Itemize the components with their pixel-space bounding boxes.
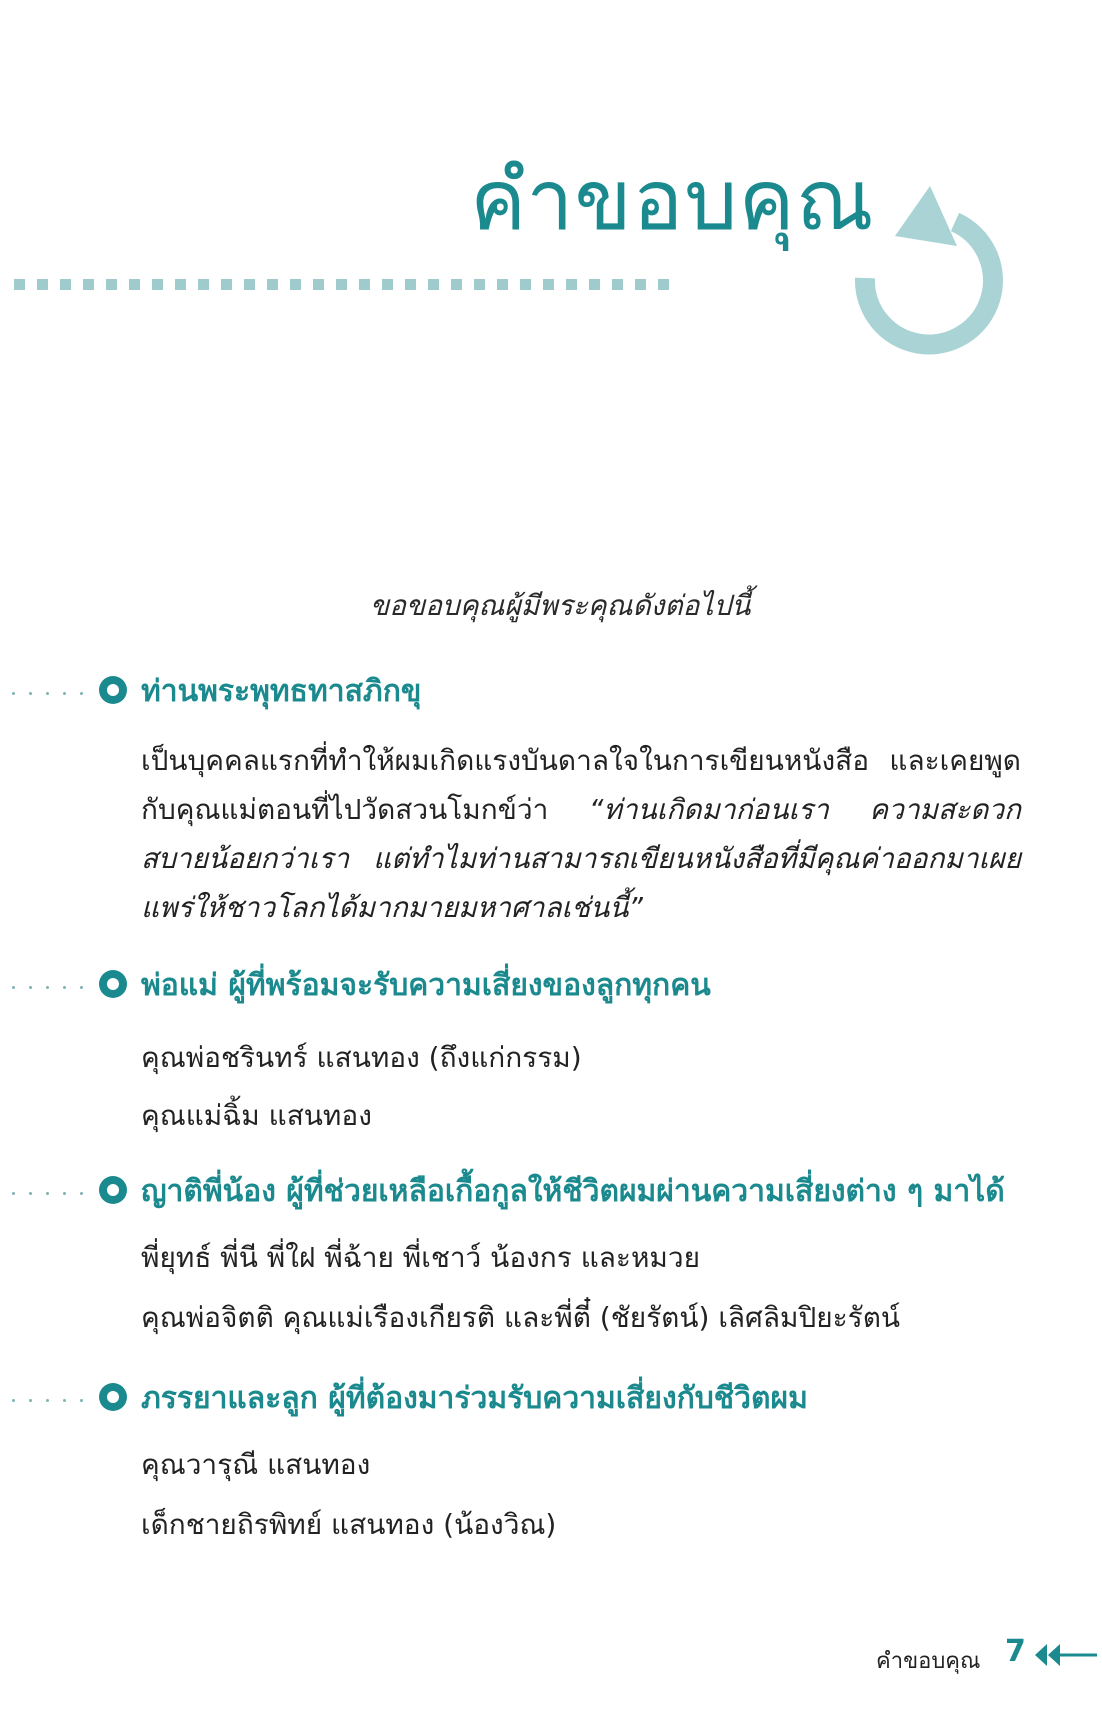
section-title: ญาติพี่น้อง ผู้ที่ช่วยเหลือเกื้อกูลให้ชีวิตผมผ่านความเสี่ยงต่าง ๆ มาได้: [141, 1174, 1005, 1209]
rule-dot: [497, 279, 508, 290]
rule-dot: [290, 279, 301, 290]
rule-dot: [589, 279, 600, 290]
rule-dot: [244, 279, 255, 290]
paragraph-text: เป็นบุคคลแรกที่ทำให้ผมเกิดแรงบันดาลใจในการเขียนหนังสือ และเคยพูดกับคุณแม่ตอนที่ไปวัดสวนโมกข์ว่า: [141, 744, 1021, 826]
rule-dot: [175, 279, 186, 290]
page-title: คำขอบคุณ: [470, 151, 875, 249]
rule-dot: [152, 279, 163, 290]
section-family: [0, 1373, 1102, 1541]
ring-bullet-icon: [99, 676, 127, 704]
list-item: พี่ยุทธ์ พี่นี พี่ใฝ พี่ฉ้าย พี่เชาว์ น้องกร และหมวย: [141, 1241, 700, 1274]
rule-dot: [612, 279, 623, 290]
rule-dot: [474, 279, 485, 290]
double-chevron-left-icon: [1033, 1640, 1099, 1670]
dot-leader: [12, 1399, 83, 1402]
rule-dot: [566, 279, 577, 290]
section-paragraph: [141, 736, 1021, 932]
page-number: 7: [1005, 1634, 1026, 1669]
rule-dot: [359, 279, 370, 290]
intro-text: ขอขอบคุณผู้มีพระคุณดังต่อไปนี้: [370, 589, 751, 622]
section-relatives: [0, 1166, 1102, 1334]
list-item: คุณแม่ฉิ้ม แสนทอง: [141, 1099, 372, 1132]
rule-dot: [267, 279, 278, 290]
rule-dot: [221, 279, 232, 290]
ring-bullet-icon: [99, 1383, 127, 1411]
rule-dot: [520, 279, 531, 290]
section-heading: [0, 1373, 1102, 1421]
section-title: ภรรยาและลูก ผู้ที่ต้องมาร่วมรับความเสี่ยงกับชีวิตผม: [141, 1381, 808, 1416]
dot-leader: [12, 1192, 83, 1195]
rule-dot: [336, 279, 347, 290]
dot-leader: [12, 692, 83, 695]
rule-dot: [106, 279, 117, 290]
rule-dot: [543, 279, 554, 290]
section-heading: [0, 960, 1102, 1008]
dotted-rule: [14, 279, 669, 290]
list-item: คุณพ่อจิตติ คุณแม่เรืองเกียรติ และพี่ตี๋ (ชัยรัตน์) เลิศลิมปิยะรัตน์: [141, 1301, 901, 1334]
rule-dot: [60, 279, 71, 290]
section-heading: [0, 1166, 1102, 1214]
dot-leader: [12, 986, 83, 989]
rule-dot: [658, 279, 669, 290]
rule-dot: [313, 279, 324, 290]
section-title: พ่อแม่ ผู้ที่พร้อมจะรับความเสี่ยงของลูกทุกคน: [141, 968, 711, 1003]
rule-dot: [37, 279, 48, 290]
rule-dot: [428, 279, 439, 290]
list-item: เด็กชายถิรพิทย์ แสนทอง (น้องวิณ): [141, 1508, 557, 1541]
circular-arrow-icon: [835, 178, 1020, 378]
ring-bullet-icon: [99, 1176, 127, 1204]
rule-dot: [405, 279, 416, 290]
rule-dot: [635, 279, 646, 290]
section-title: ท่านพระพุทธทาสภิกขุ: [141, 674, 422, 709]
quote-text: “ท่านเกิดมาก่อนเรา ความสะดวกสบายน้อยกว่าเรา แต่ทำไมท่านสามารถเขียนหนังสือที่มีคุณค่าออกมาเผยแพร่ให้ชาวโลกได้มากมายมหาศาลเช่นนี้”: [141, 793, 1021, 924]
list-item: คุณวารุณี แสนทอง: [141, 1448, 371, 1481]
section-buddhadasa: [0, 666, 1102, 924]
section-heading: [0, 666, 1102, 714]
rule-dot: [382, 279, 393, 290]
rule-dot: [83, 279, 94, 290]
section-parents: [0, 960, 1102, 1132]
list-item: คุณพ่อชรินทร์ แสนทอง (ถึงแก่กรรม): [141, 1041, 582, 1074]
rule-dot: [198, 279, 209, 290]
rule-dot: [451, 279, 462, 290]
rule-dot: [129, 279, 140, 290]
rule-dot: [14, 279, 25, 290]
footer-label: คำขอบคุณ: [876, 1649, 981, 1674]
ring-bullet-icon: [99, 970, 127, 998]
